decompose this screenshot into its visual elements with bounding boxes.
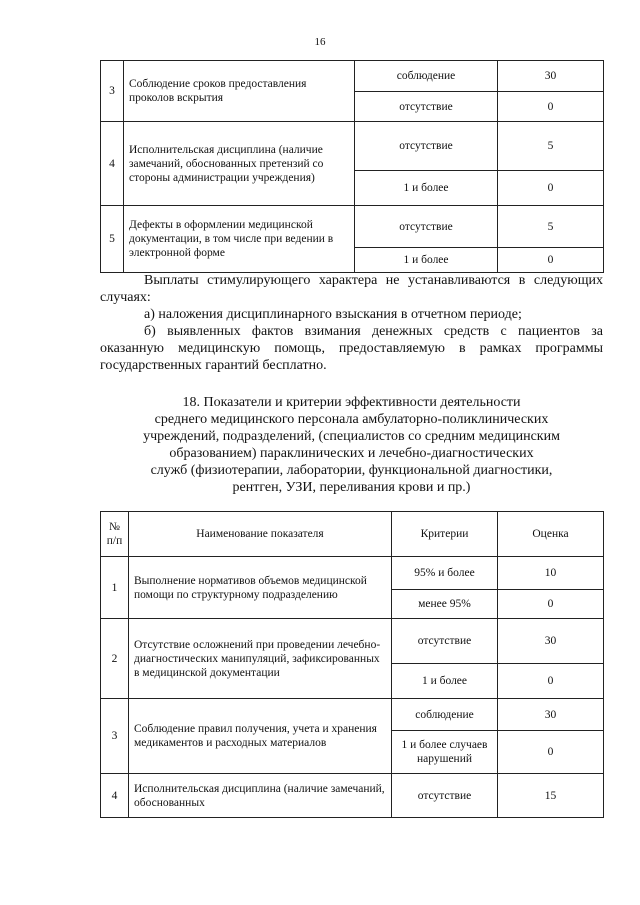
row-number: 1 — [101, 557, 129, 619]
row-number: 4 — [101, 122, 124, 206]
criterion: отсутствие — [355, 122, 498, 171]
score: 0 — [498, 171, 604, 206]
row-number: 5 — [101, 206, 124, 273]
indicator-name: Отсутствие осложнений при проведении лечебно-диагностических манипуляций, зафиксированных в медицинской документации — [129, 619, 392, 699]
score: 30 — [498, 619, 604, 664]
header-criteria: Критерии — [392, 512, 498, 557]
table-row — [101, 619, 604, 664]
criterion: отсутствие — [355, 92, 498, 122]
criterion: отсутствие — [355, 206, 498, 248]
criterion: 1 и более случаев нарушений — [392, 731, 498, 774]
table-row — [101, 774, 604, 818]
score: 0 — [498, 248, 604, 273]
score: 0 — [498, 590, 604, 619]
table-header-row — [101, 512, 604, 557]
score: 10 — [498, 557, 604, 590]
section-title-line: среднего медицинского персонала амбулаторно-поликлинических — [154, 412, 549, 427]
indicator-name: Выполнение нормативов объемов медицинской помощи по структурному подразделению — [129, 557, 392, 619]
criterion: 1 и более — [355, 248, 498, 273]
indicator-name: Дефекты в оформлении медицинской документации, в том числе при ведении в электронной форме — [124, 206, 355, 273]
section-title-line: образованием) параклинических и лечебно-диагностических — [169, 446, 534, 461]
paragraph-item-b: б) выявленных фактов взимания денежных средств с пациентов за оказанную медицинскую помощь, предоставляемую в рамках программы государственных гарантий бесплатно. — [100, 324, 603, 373]
row-number: 4 — [101, 774, 129, 818]
indicator-name: Соблюдение правил получения, учета и хранения медикаментов и расходных материалов — [129, 699, 392, 774]
header-num: № п/п — [101, 512, 129, 557]
table-row — [101, 699, 604, 731]
score: 5 — [498, 206, 604, 248]
header-score: Оценка — [498, 512, 604, 557]
criterion: 1 и более — [392, 664, 498, 699]
criterion: соблюдение — [392, 699, 498, 731]
score: 30 — [498, 699, 604, 731]
criterion: соблюдение — [355, 61, 498, 92]
table-row — [101, 557, 604, 590]
indicator-name: Исполнительская дисциплина (наличие замечаний, обоснованных — [129, 774, 392, 818]
section-title-line: рентген, УЗИ, переливания крови и пр.) — [232, 480, 471, 495]
header-name: Наименование показателя — [129, 512, 392, 557]
criterion: отсутствие — [392, 619, 498, 664]
section-title-line: 18. Показатели и критерии эффективности деятельности — [182, 395, 521, 410]
criterion: 1 и более — [355, 171, 498, 206]
table-row — [101, 61, 604, 92]
table-row — [101, 206, 604, 248]
criterion: менее 95% — [392, 590, 498, 619]
table-row — [101, 122, 604, 171]
indicators-table-section-18 — [100, 511, 604, 818]
score: 0 — [498, 92, 604, 122]
score: 5 — [498, 122, 604, 171]
section-title — [100, 394, 603, 496]
indicator-name: Исполнительская дисциплина (наличие замечаний, обоснованных претензий со стороны администрации учреждения) — [124, 122, 355, 206]
indicator-name: Соблюдение сроков предоставления проколов вскрытия — [124, 61, 355, 122]
criterion: отсутствие — [392, 774, 498, 818]
score: 15 — [498, 774, 604, 818]
page-number: 16 — [314, 36, 326, 48]
section-title-line: учреждений, подразделений, (специалистов со средним медицинским — [143, 429, 560, 444]
score: 30 — [498, 61, 604, 92]
row-number: 3 — [101, 61, 124, 122]
paragraph-exceptions: Выплаты стимулирующего характера не устанавливаются в следующих случаях: — [100, 273, 603, 305]
score: 0 — [498, 664, 604, 699]
criterion: 95% и более — [392, 557, 498, 590]
indicators-table-continued — [100, 60, 604, 273]
row-number: 3 — [101, 699, 129, 774]
score: 0 — [498, 731, 604, 774]
row-number: 2 — [101, 619, 129, 699]
section-title-line: служб (физиотерапии, лаборатории, функциональной диагностики, — [150, 463, 553, 478]
paragraph-item-a: а) наложения дисциплинарного взыскания в отчетном периоде; — [144, 307, 522, 322]
